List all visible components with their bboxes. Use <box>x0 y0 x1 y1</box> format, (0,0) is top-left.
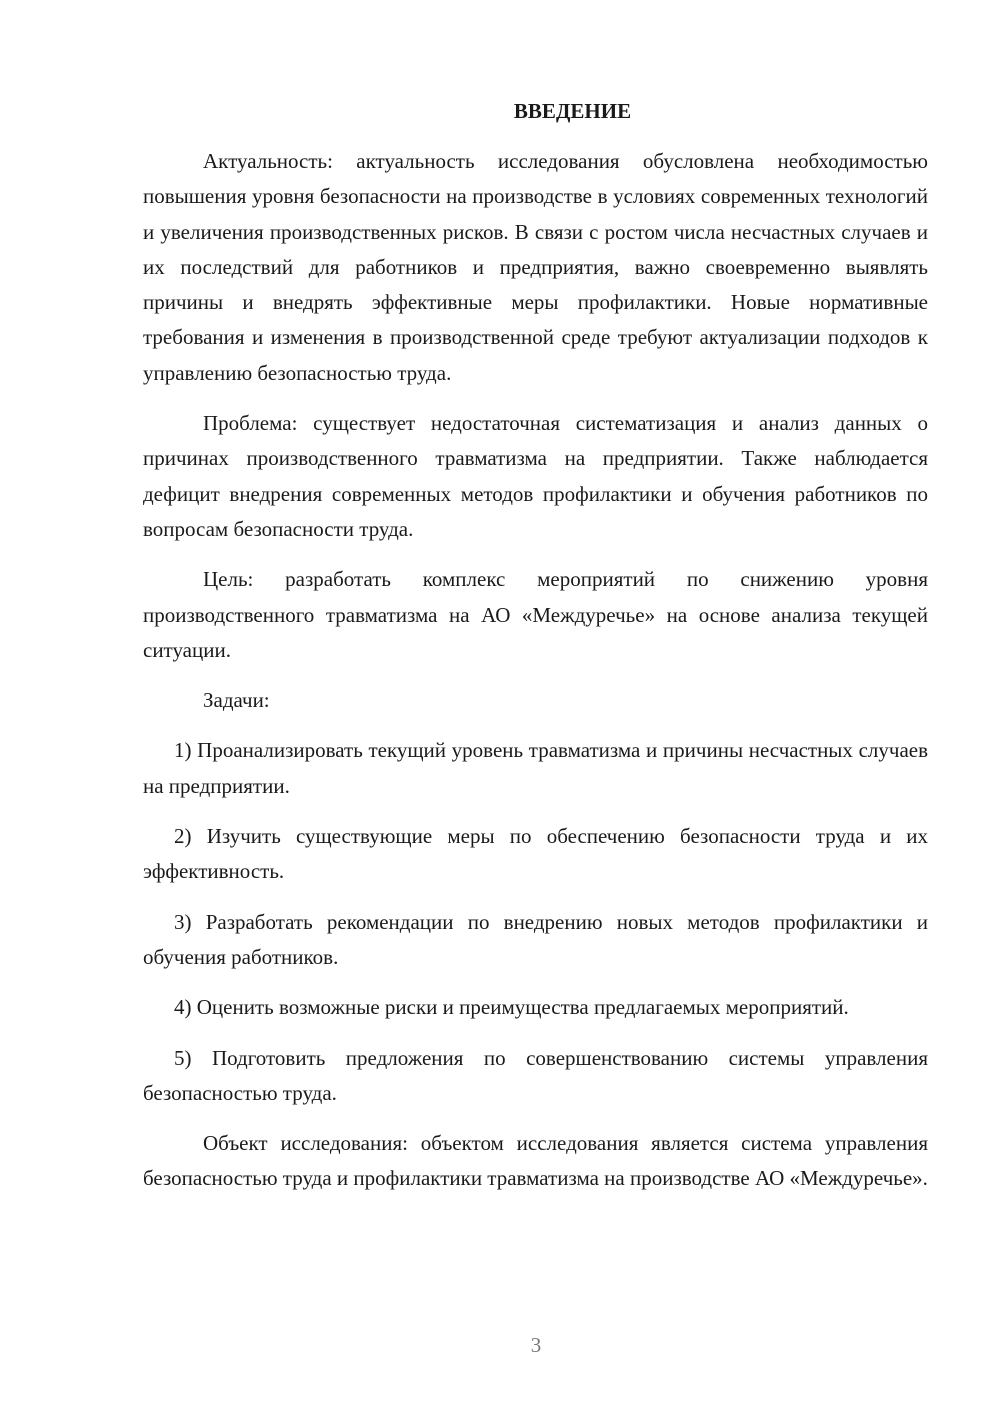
problem-paragraph: Проблема: существует недостаточная систематизация и анализ данных о причинах производственного травматизма на предприятии. Также наблюдается дефицит внедрения современных методов профилактики и обучения работников по вопросам безопасности труда. <box>143 411 928 541</box>
task-item-2: 2) Изучить существующие меры по обеспечению безопасности труда и их эффективность. <box>143 824 928 884</box>
task-item-4: 4) Оценить возможные риски и преимущества предлагаемых мероприятий. <box>174 995 849 1020</box>
object-paragraph: Объект исследования: объектом исследования является система управления безопасностью труда и профилактики травматизма на производстве АО «Междуречье». <box>143 1131 928 1191</box>
task-item-1: 1) Проанализировать текущий уровень травматизма и причины несчастных случаев на предприятии. <box>143 738 928 798</box>
document-page <box>143 94 928 1212</box>
task-item-3: 3) Разработать рекомендации по внедрению новых методов профилактики и обучения работников. <box>143 909 928 969</box>
task-item-5: 5) Подготовить предложения по совершенствованию системы управления безопасностью труда. <box>143 1045 928 1105</box>
goal-paragraph: Цель: разработать комплекс мероприятий по снижению уровня производственного травматизма на АО «Междуречье» на основе анализа текущей ситуации. <box>143 567 928 662</box>
section-heading: ВВЕДЕНИЕ <box>513 99 632 123</box>
page-number: 3 <box>530 1333 542 1357</box>
tasks-heading: Задачи: <box>203 688 270 713</box>
relevance-paragraph: Актуальность: актуальность исследования обусловлена необходимостью повышения уровня безопасности на производстве в условиях современных технологий и увеличения производственных рисков. В связи с ростом числа несчастных случаев и их последствий для работников и предприятия, важно своевременно выявлять причины и внедрять эффективные меры профилактики. Новые нормативные требования и изменения в производственной среде требуют актуализации подходов к управлению безопасностью труда. <box>143 149 928 385</box>
